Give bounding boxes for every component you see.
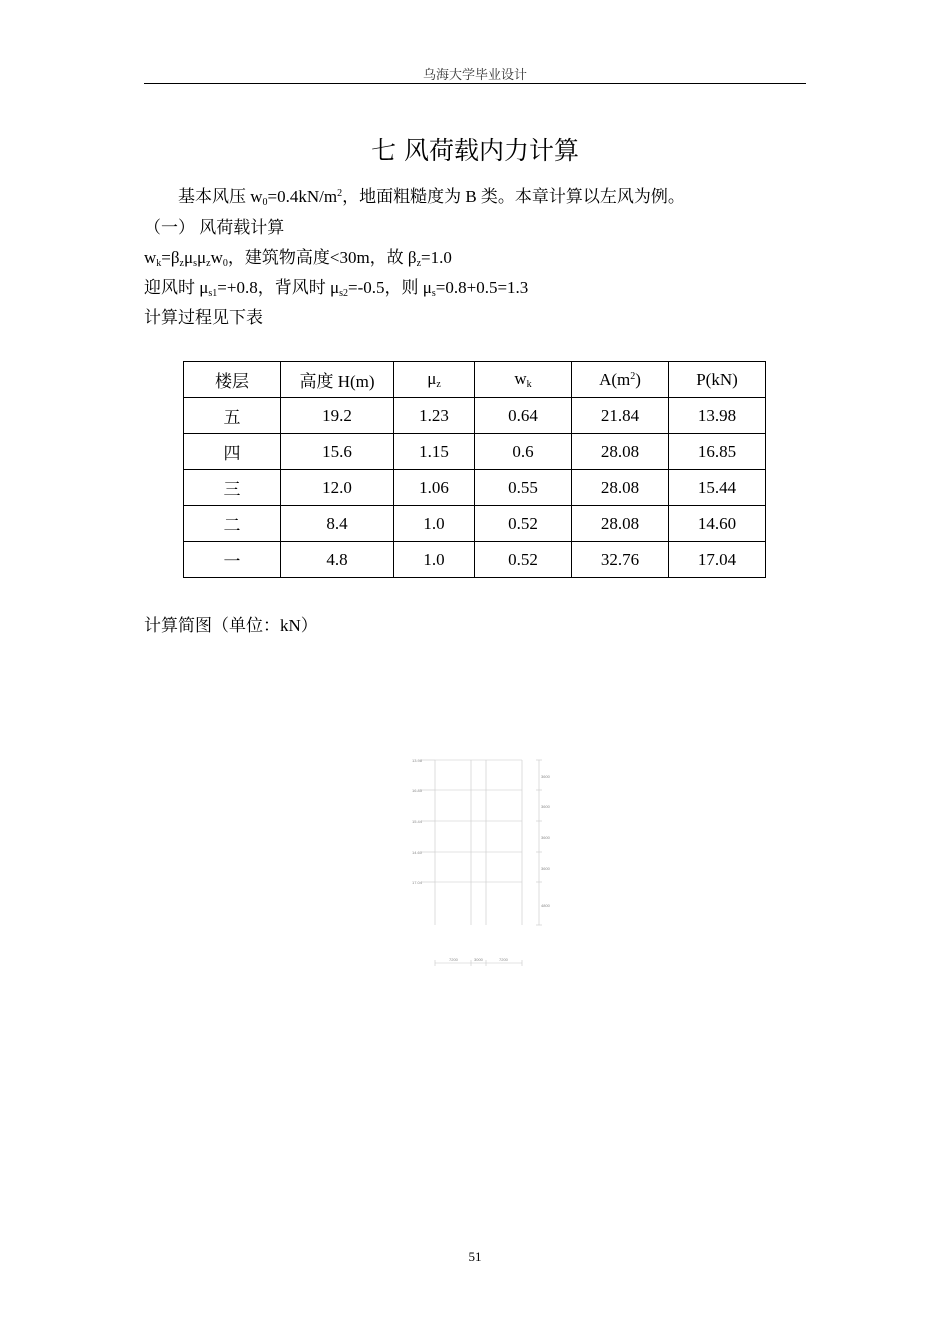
table-cell: 1.23 <box>394 398 475 434</box>
table-cell: 1.0 <box>394 542 475 578</box>
span-dim-label: 7200 <box>499 957 508 962</box>
table-cell: 1.0 <box>394 506 475 542</box>
span-dim-label: 3000 <box>474 957 483 962</box>
header-rule <box>144 83 806 84</box>
table-cell: 19.2 <box>281 398 394 434</box>
process-line: 计算过程见下表 <box>144 308 263 327</box>
header-floor: 楼层 <box>184 362 281 398</box>
height-dim-label: 3600 <box>541 774 550 779</box>
table-row <box>184 470 766 506</box>
header-load: P(kN) <box>669 362 766 398</box>
table-cell: 15.6 <box>281 434 394 470</box>
height-dim-label: 3600 <box>541 804 550 809</box>
height-dim-label: 3600 <box>541 866 550 871</box>
wind-load-table <box>183 361 766 578</box>
table-cell: 1.15 <box>394 434 475 470</box>
table-row <box>184 542 766 578</box>
table-cell: 12.0 <box>281 470 394 506</box>
page-header: 乌海大学毕业设计 <box>422 67 527 82</box>
diagram-caption: 计算简图（单位：kN） <box>144 616 318 635</box>
table-cell: 14.60 <box>669 506 766 542</box>
wind-coefficient-line: 迎风时 $\mu_{s1}=+0.8$，背风时 $\mu_{s2}=-0.5$，则 $\mu_s=0.8+0.5=1.3$ <box>144 278 529 299</box>
table-cell: 8.4 <box>281 506 394 542</box>
load-label: 13.98 <box>412 758 423 763</box>
table-cell: 4.8 <box>281 542 394 578</box>
load-label: 15.44 <box>412 819 423 824</box>
table-cell: 0.52 <box>475 542 572 578</box>
table-cell: 16.85 <box>669 434 766 470</box>
page-number: 51 <box>468 1249 482 1264</box>
load-label: 17.04 <box>412 880 423 885</box>
table-cell: 15.44 <box>669 470 766 506</box>
height-dim-label: 4800 <box>541 903 550 908</box>
table-cell: 28.08 <box>572 434 669 470</box>
table-cell: 28.08 <box>572 506 669 542</box>
table-row <box>184 398 766 434</box>
table-row <box>184 434 766 470</box>
table-cell: 五 <box>184 398 281 434</box>
chapter-title: 七 风荷载内力计算 <box>371 136 579 165</box>
table-cell: 1.06 <box>394 470 475 506</box>
table-cell: 32.76 <box>572 542 669 578</box>
table-cell: 0.6 <box>475 434 572 470</box>
table-header-row <box>184 362 766 398</box>
formula-line: $w_k=\beta_z\mu_s\mu_zw_0$，建筑物高度<30m，故 $\beta_z=1.0$ <box>144 248 452 269</box>
table-cell: 三 <box>184 470 281 506</box>
header-w-k: $w_k$ <box>475 362 572 398</box>
table-cell: 二 <box>184 506 281 542</box>
table-cell: 一 <box>184 542 281 578</box>
table-cell: 四 <box>184 434 281 470</box>
table-cell: 21.84 <box>572 398 669 434</box>
span-dim-label: 7200 <box>449 957 458 962</box>
header-area: $A(m^2)$ <box>572 362 669 398</box>
load-label: 16.85 <box>412 788 423 793</box>
frame-lines <box>421 760 542 966</box>
table-cell: 13.98 <box>669 398 766 434</box>
table-cell: 0.52 <box>475 506 572 542</box>
intro-paragraph: 基本风压 $w_0=0.4kN/m^2$，地面粗糙度为 B 类。本章计算以左风为例。 <box>178 187 685 208</box>
table-cell: 17.04 <box>669 542 766 578</box>
section-heading: （一） 风荷载计算 <box>144 218 285 237</box>
height-dim-label: 3600 <box>541 835 550 840</box>
frame-diagram <box>405 752 550 972</box>
load-label: 14.60 <box>412 850 423 855</box>
table-cell: 0.64 <box>475 398 572 434</box>
table-cell: 0.55 <box>475 470 572 506</box>
header-mu-z: $\mu_z$ <box>394 362 475 398</box>
table-cell: 28.08 <box>572 470 669 506</box>
header-height: 高度 H(m) <box>281 362 394 398</box>
table-row <box>184 506 766 542</box>
